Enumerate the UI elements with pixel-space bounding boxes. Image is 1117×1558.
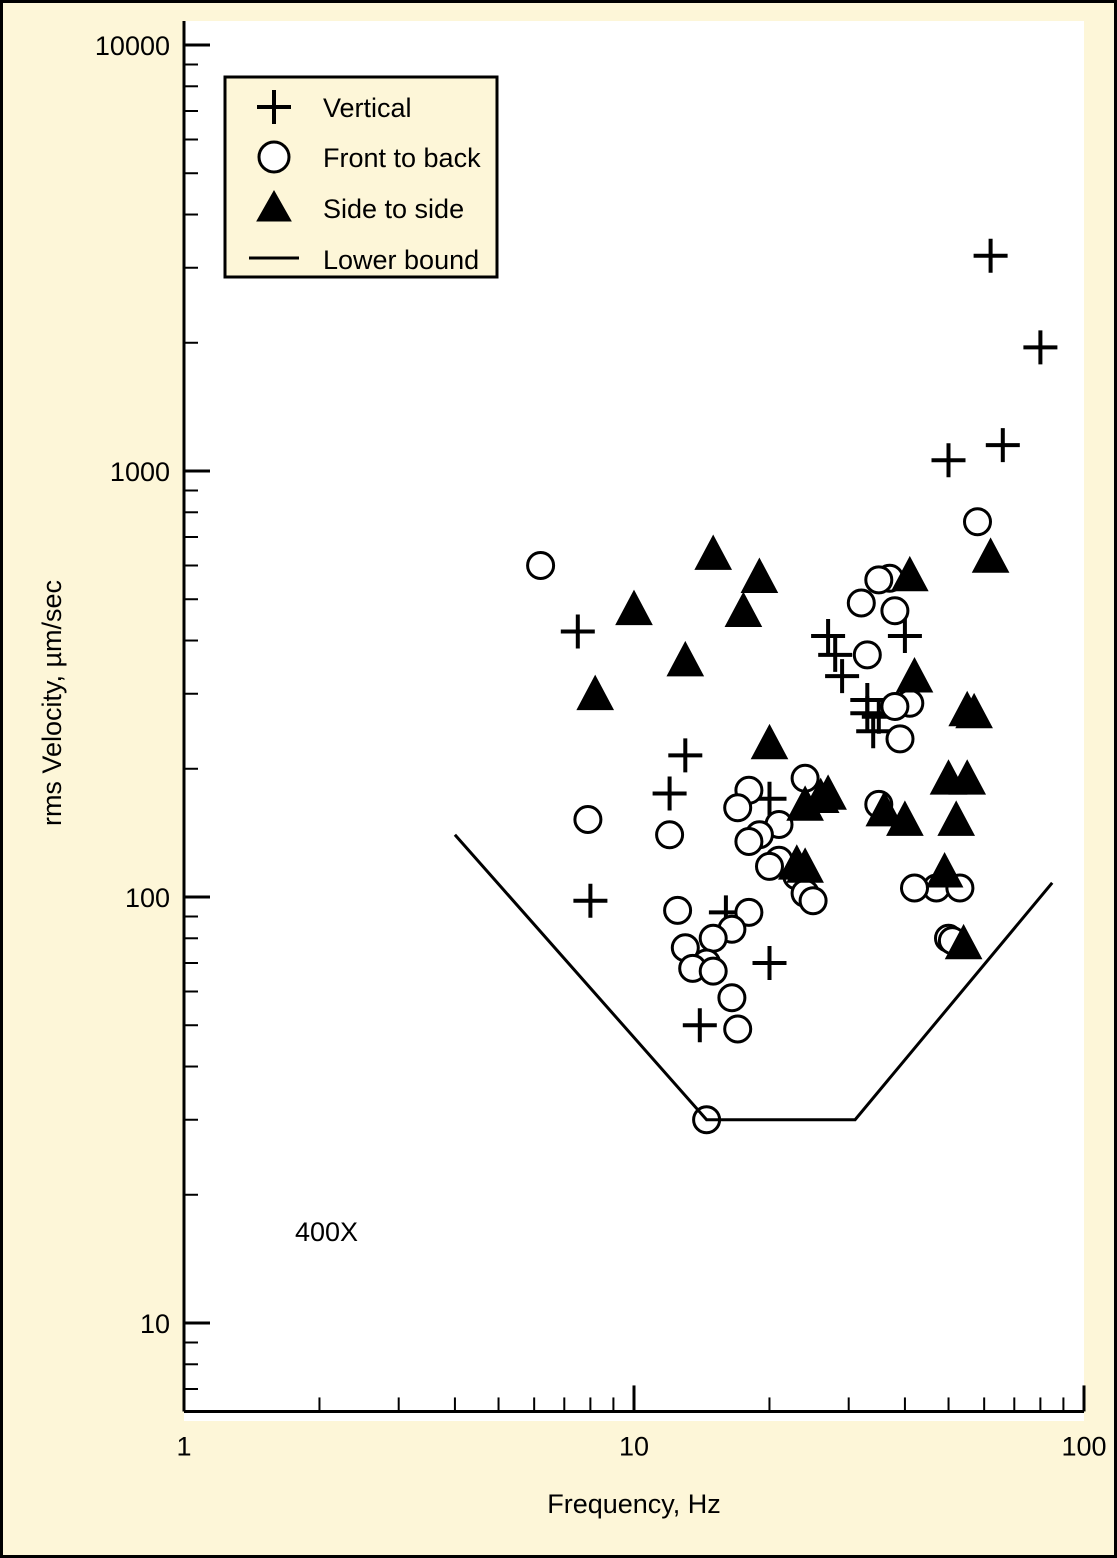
y-axis-label: rms Velocity, µm/sec xyxy=(37,579,67,827)
circle-icon xyxy=(259,142,289,172)
data-point-circle xyxy=(725,1016,751,1042)
data-point-circle xyxy=(848,590,874,616)
x-tick-label: 100 xyxy=(1061,1431,1107,1462)
data-point-circle xyxy=(725,795,751,821)
x-tick-label: 10 xyxy=(618,1431,650,1462)
data-point-circle xyxy=(965,509,991,535)
x-axis-label: Frequency, Hz xyxy=(547,1489,721,1519)
data-point-circle xyxy=(700,925,726,951)
y-tick-label: 10000 xyxy=(94,31,170,61)
data-point-circle xyxy=(854,642,880,668)
data-point-circle xyxy=(700,958,726,984)
chart-legend xyxy=(225,77,497,277)
data-point-circle xyxy=(902,875,928,901)
legend-label-lower-bound: Lower bound xyxy=(323,245,480,275)
data-point-circle xyxy=(528,553,554,579)
y-tick-label: 10 xyxy=(139,1309,170,1339)
data-point-circle xyxy=(736,829,762,855)
data-point-circle xyxy=(657,822,683,848)
legend-label-vertical: Vertical xyxy=(323,93,412,123)
data-point-circle xyxy=(757,853,783,879)
legend-label-side-to-side: Side to side xyxy=(323,194,465,224)
data-point-circle xyxy=(800,888,826,914)
data-point-circle xyxy=(887,726,913,752)
legend-label-front-to-back: Front to back xyxy=(323,143,481,173)
y-tick-label: 1000 xyxy=(109,457,170,487)
data-point-circle xyxy=(719,985,745,1011)
data-point-circle xyxy=(665,897,691,923)
annotation-400x: 400X xyxy=(295,1217,359,1247)
x-tick-label: 1 xyxy=(176,1431,192,1462)
plot-area xyxy=(3,3,1117,1558)
data-point-circle xyxy=(866,567,892,593)
data-point-circle xyxy=(882,694,908,720)
data-point-circle xyxy=(882,598,908,624)
y-tick-label: 100 xyxy=(124,883,170,913)
data-point-circle xyxy=(575,807,601,833)
scatter-chart-svg xyxy=(3,3,1117,1558)
